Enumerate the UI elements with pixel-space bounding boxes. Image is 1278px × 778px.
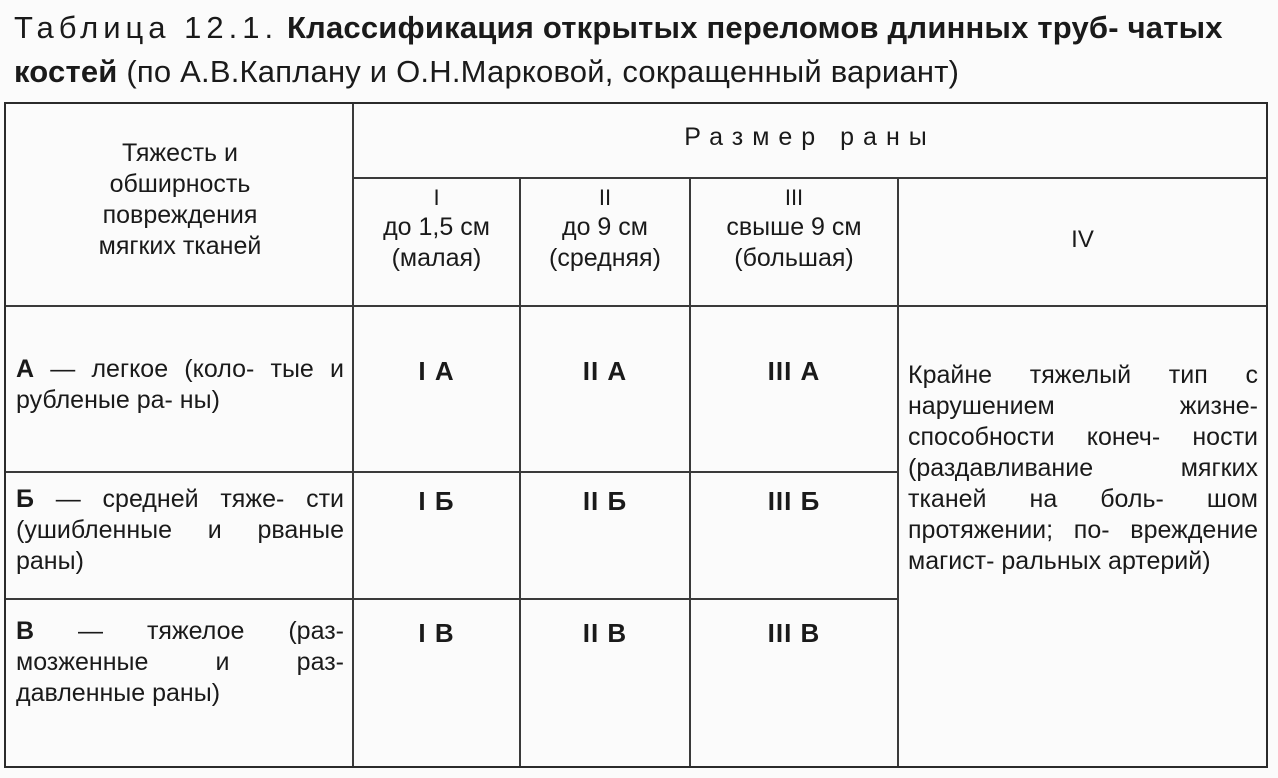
cell-2b: II Б (582, 486, 628, 516)
cell-1c: I В (418, 618, 455, 648)
row-letter: А (16, 355, 35, 383)
cell-1a: I А (418, 356, 455, 386)
cell-3c: III В (767, 618, 821, 648)
cell-1b: I Б (418, 486, 455, 516)
column-name: (большая) (734, 244, 854, 272)
column-roman: IV (1071, 226, 1094, 253)
row-label-b (16, 484, 344, 577)
column-roman: III (784, 185, 804, 210)
table-number: Таблица 12.1. (14, 10, 279, 45)
column-header-3 (691, 184, 897, 274)
cell-3b: III Б (767, 486, 821, 516)
column-header-2 (521, 184, 689, 274)
column-roman: I (433, 185, 440, 210)
row-divider (6, 305, 1266, 307)
column-header-1 (354, 184, 519, 274)
cell-2a: II А (582, 356, 628, 386)
column-size: до 1,5 см (383, 213, 490, 241)
column-size: свыше 9 см (726, 213, 862, 241)
row-divider (6, 471, 898, 473)
row-label-a (16, 354, 344, 416)
table-subtitle: (по А.В.Каплану и О.Н.Марковой, сокращенный вариант) (126, 54, 960, 89)
row-description: — легкое (коло- тые и рубленые ра- ны) (16, 355, 344, 414)
row-divider (353, 177, 1266, 179)
row-divider (6, 598, 898, 600)
table-title: Классификация открытых переломов длинных труб- чатых костей (14, 10, 1223, 89)
column-name: (малая) (391, 244, 482, 272)
cell-3a: III А (767, 356, 821, 386)
column-name: (средняя) (549, 244, 661, 272)
cell-2c: II В (582, 618, 628, 648)
table-caption (14, 6, 1266, 94)
row-letter: В (16, 617, 35, 645)
column-roman: II (598, 185, 612, 210)
column-size: до 9 см (562, 213, 648, 241)
group-header: Размер раны (684, 123, 936, 151)
row-letter: Б (16, 485, 34, 513)
row-label-c (16, 616, 344, 709)
row-description: — тяжелое (раз- мозженные и раз- давленные раны) (16, 617, 344, 707)
classification-table (4, 102, 1268, 768)
row-header: Тяжесть и обширность повреждения мягких тканей (98, 139, 262, 260)
type-iv-description: Крайне тяжелый тип с нарушением жизне- способности конеч- ности (раздавливание мягких тканей на боль- шом протяжении; по- вреждение магист- ральных артерий) (908, 361, 1258, 575)
row-description: — средней тяже- сти (ушибленные и рваные раны) (16, 485, 344, 575)
